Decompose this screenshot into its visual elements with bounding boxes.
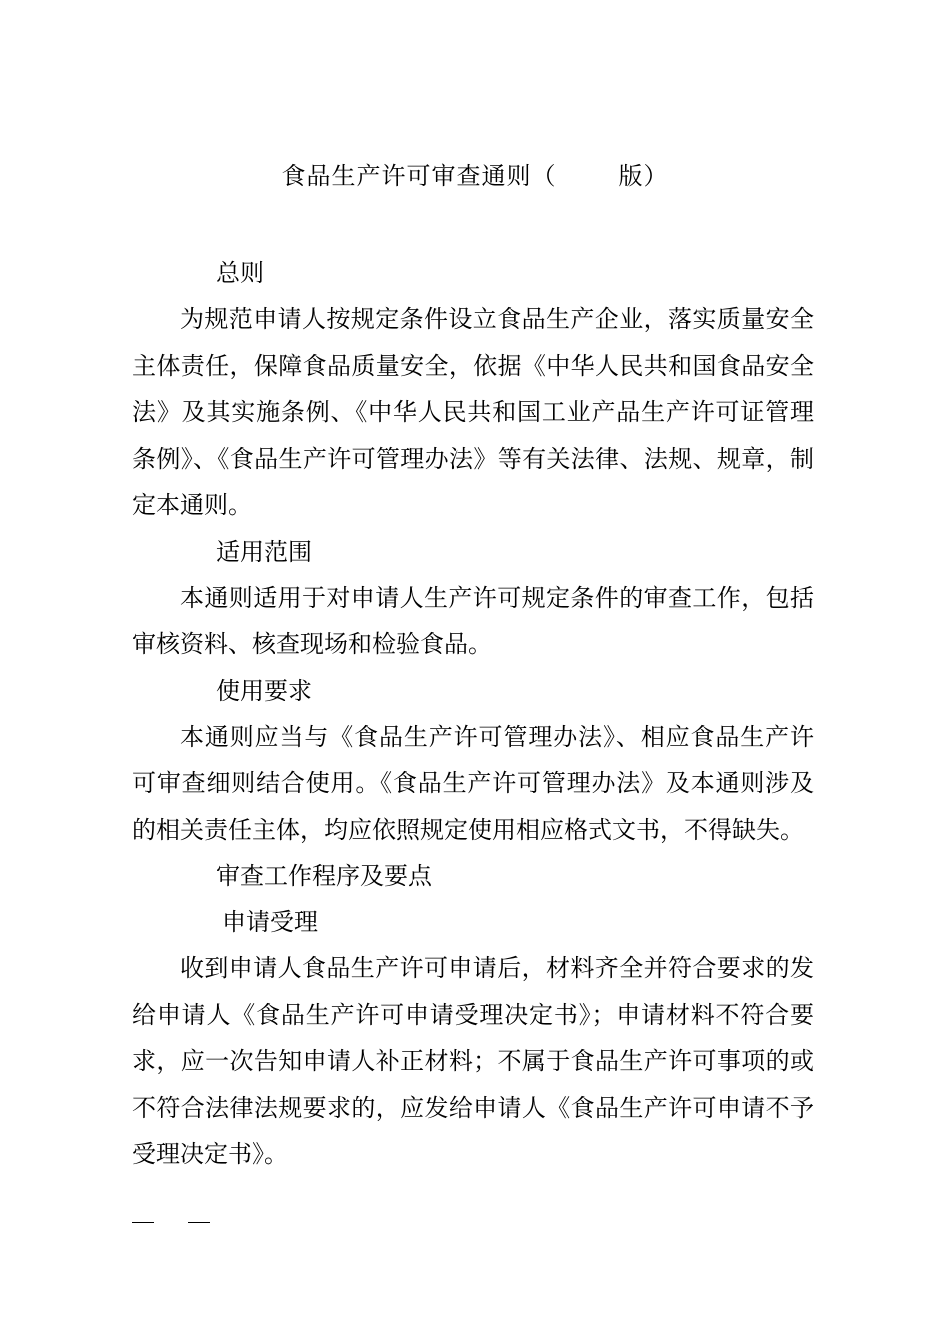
section-paragraph-general: 为规范申请人按规定条件设立食品生产企业，落实质量安全主体责任，保障食品质量安全，依据《中华人民共和国食品安全法》及其实施条例、《中华人民共和国工业产品生产许可证管理条例》、《食品生产许可管理办法》等有关法律、法规、规章，制定本通则。 — [132, 305, 814, 519]
document-title — [0, 158, 950, 194]
footer-dash-right — [188, 1222, 210, 1223]
section-heading-general: 总则 — [216, 259, 264, 287]
document-body — [132, 250, 814, 1178]
section-paragraph-usage: 本通则应当与《食品生产许可管理办法》、相应食品生产许可审查细则结合使用。《食品生产许可管理办法》及本通则涉及的相关责任主体，均应依照规定使用相应格式文书，不得缺失。 — [132, 722, 814, 844]
section-heading-scope: 适用范围 — [216, 537, 312, 566]
section-paragraph-scope: 本通则适用于对申请人生产许可规定条件的审查工作，包括审核资料、核查现场和检验食品。 — [132, 583, 814, 658]
section-heading-procedure: 审查工作程序及要点 — [216, 862, 432, 890]
page-number-footer — [132, 1208, 210, 1236]
subsection-paragraph-application: 收到申请人食品生产许可申请后，材料齐全并符合要求的发给申请人《食品生产许可申请受理决定书》；申请材料不符合要求，应一次告知申请人补正材料；不属于食品生产许可事项的或不符合法律法规要求的，应发给申请人《食品生产许可申请不予受理决定书》。 — [132, 954, 814, 1168]
footer-dash-left — [132, 1222, 154, 1223]
title-end: 版） — [618, 162, 669, 190]
subsection-heading-application: 申请受理 — [222, 908, 318, 936]
section-heading-usage: 使用要求 — [216, 676, 312, 705]
title-main: 食品生产许可审查通则（ — [281, 162, 557, 190]
